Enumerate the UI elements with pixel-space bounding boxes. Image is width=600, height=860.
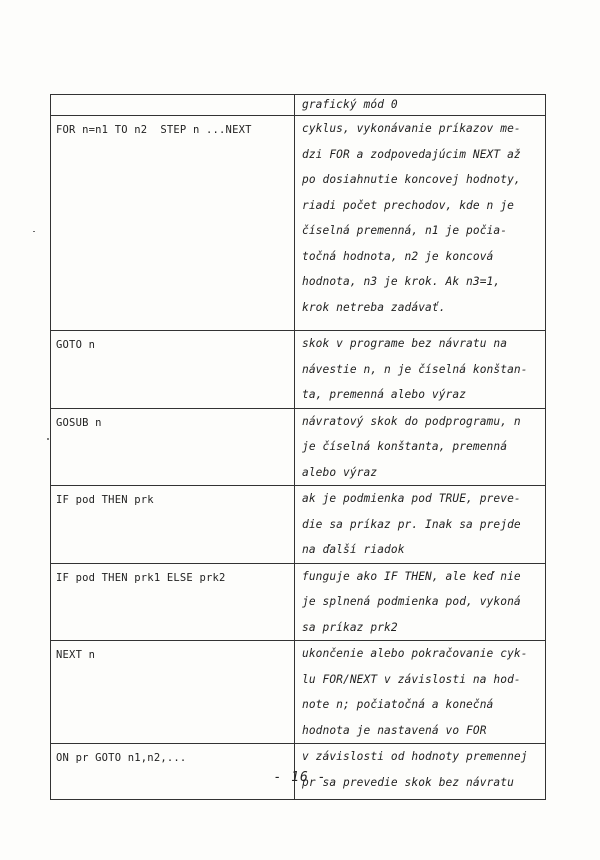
command-cell: ON pr GOTO n1,n2,... [51, 744, 295, 800]
description-line: ak je podmienka pod TRUE, preve- [302, 492, 521, 505]
description-cell [295, 563, 546, 641]
ink-speck [47, 438, 49, 440]
description-line: die sa príkaz pr. Inak sa prejde [302, 517, 521, 531]
page-number: - 16 - [273, 770, 327, 785]
table-row [51, 331, 546, 409]
description-line: po dosiahnutie koncovej hodnoty, [302, 173, 521, 186]
description-line: riadi počet prechodov, kde n je [302, 198, 514, 212]
description-line: točná hodnota, n2 je koncová [302, 249, 494, 263]
description-line: lu FOR/NEXT v závislosti na hod- [302, 672, 521, 686]
description-line: ukončenie alebo pokračovanie cyk- [302, 647, 528, 660]
command-cell: IF pod THEN prk [51, 486, 295, 564]
description-line: krok netreba zadávať. [302, 300, 446, 314]
description-cell [295, 331, 546, 409]
description-line: hodnota, n3 je krok. Ak n3=1, [302, 275, 501, 288]
ink-speck [33, 231, 35, 232]
description-cell [295, 116, 546, 331]
description-line: note n; počiatočná a konečná [302, 698, 494, 711]
header-right-cell [295, 95, 546, 116]
description-cell [295, 408, 546, 486]
command-cell: GOTO n [51, 331, 295, 409]
description-line: je číselná konštanta, premenná [302, 440, 508, 453]
command-cell: GOSUB n [51, 408, 295, 486]
description-line: dzi FOR a zodpovedajúcim NEXT až [302, 147, 521, 161]
description-line: sa príkaz prk2 [302, 620, 398, 634]
description-cell [295, 641, 546, 744]
description-line: číselná premenná, n1 je počia- [302, 224, 508, 237]
description-line: hodnota je nastavená vo FOR [302, 723, 487, 737]
command-cell: FOR n=n1 TO n2 STEP n ...NEXT [51, 116, 295, 331]
table-row [51, 116, 546, 331]
command-table [50, 94, 546, 800]
command-cell: NEXT n [51, 641, 295, 744]
table-row [51, 486, 546, 564]
header-text: grafický mód 0 [302, 98, 398, 111]
table-row [51, 408, 546, 486]
description-line: cyklus, vykonávanie príkazov me- [302, 122, 521, 135]
description-line: ta, premenná alebo výraz [302, 388, 467, 401]
description-line: na ďalší riadok [302, 543, 405, 556]
command-cell: IF pod THEN prk1 ELSE prk2 [51, 563, 295, 641]
description-line: návratový skok do podprogramu, n [302, 414, 521, 428]
description-line: skok v programe bez návratu na [302, 337, 508, 350]
table-header-row [51, 95, 546, 116]
description-line: funguje ako IF THEN, ale keď nie [302, 569, 521, 583]
description-cell [295, 486, 546, 564]
description-line: v závislosti od hodnoty premennej [302, 750, 528, 763]
description-line: je splnená podmienka pod, vykoná [302, 595, 521, 608]
table-row [51, 641, 546, 744]
description-line: alebo výraz [302, 465, 378, 479]
description-line: pr sa prevedie skok bez návratu [302, 775, 514, 789]
header-left-cell [51, 95, 295, 116]
table-row [51, 563, 546, 641]
description-line: návestie n, n je číselná konštan- [302, 362, 528, 376]
